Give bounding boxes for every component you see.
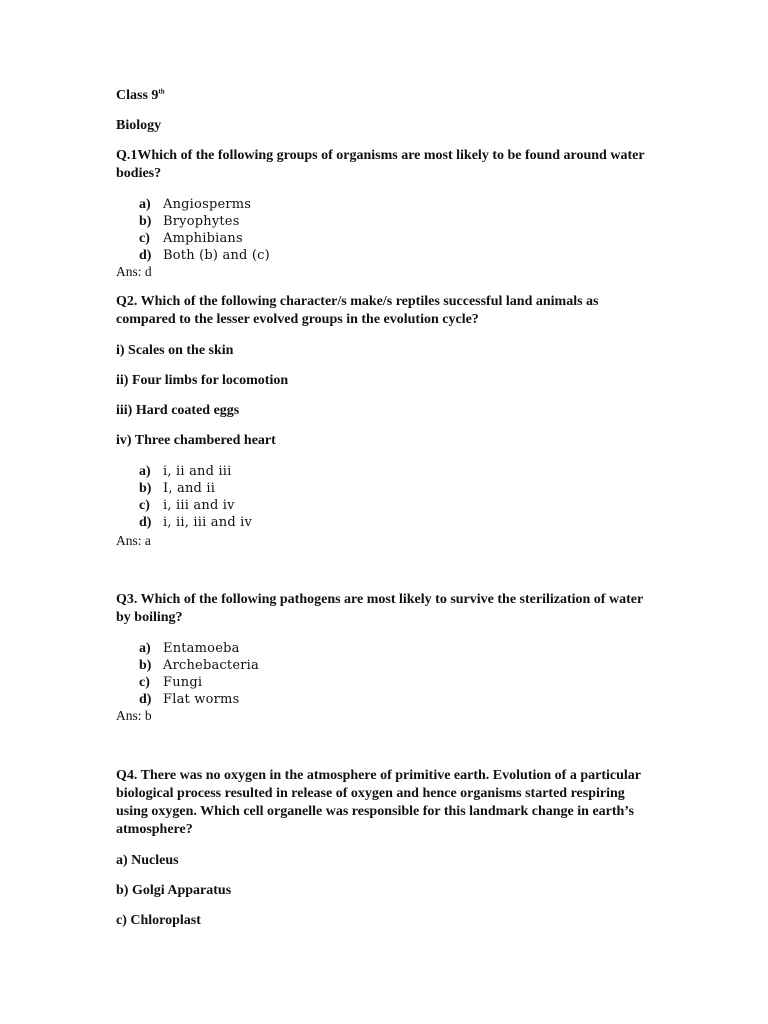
q2-item-2: ii) Four limbs for locomotion (116, 373, 289, 388)
q4-text-line-3: using oxygen. Which cell organelle was responsible for this landmark change in earth’s (116, 804, 634, 819)
option-text: Angiosperms (163, 197, 252, 212)
option-letter: b) (139, 481, 152, 496)
option-text: Archebacteria (163, 658, 259, 673)
option-text: I, and ii (163, 481, 216, 496)
option-text: i, ii, iii and iv (163, 515, 253, 530)
option-text: i, iii and iv (163, 498, 235, 513)
q2-text-line-2: compared to the lesser evolved groups in the evolution cycle? (116, 312, 479, 327)
q1-option-b (139, 213, 240, 230)
option-text: Amphibians (163, 231, 243, 246)
option-letter: d) (139, 515, 152, 530)
subject-heading: Biology (116, 118, 162, 133)
q2-option-d (139, 514, 252, 531)
q4-item-3: c) Chloroplast (116, 913, 201, 928)
option-letter: c) (139, 498, 150, 513)
q4-item-1: a) Nucleus (116, 853, 179, 868)
option-letter: c) (139, 231, 150, 246)
q4-text-line-4: atmosphere? (116, 822, 193, 837)
q3-text-line-1: Q3. Which of the following pathogens are most likely to survive the sterilization of water (116, 592, 644, 607)
q2-item-3: iii) Hard coated eggs (116, 403, 240, 418)
q1-text-line-1: Q.1Which of the following groups of organisms are most likely to be found around water (116, 148, 645, 163)
q1-option-c (139, 230, 243, 247)
option-letter: c) (139, 675, 150, 690)
q2-option-a (139, 463, 232, 480)
q1-answer: Ans: d (116, 264, 152, 279)
q1-option-d (139, 247, 270, 264)
q3-option-b (139, 657, 259, 674)
option-letter: d) (139, 692, 152, 707)
option-letter: a) (139, 464, 151, 479)
option-text: Both (b) and (c) (163, 248, 270, 263)
q4-text-line-1: Q4. There was no oxygen in the atmosphere of primitive earth. Evolution of a particular (116, 768, 641, 783)
option-letter: a) (139, 197, 151, 212)
class-heading (116, 87, 165, 105)
q4-text-line-2: biological process resulted in release of oxygen and hence organisms started respiring (116, 786, 625, 801)
option-letter: d) (139, 248, 152, 263)
q3-option-a (139, 640, 240, 657)
q4-item-2: b) Golgi Apparatus (116, 883, 232, 898)
option-text: Fungi (163, 675, 203, 690)
option-text: Flat worms (163, 692, 240, 707)
option-text: Entamoeba (163, 641, 240, 656)
option-letter: b) (139, 214, 152, 229)
q2-answer: Ans: a (116, 533, 151, 548)
option-text: Bryophytes (163, 214, 240, 229)
q3-option-d (139, 691, 239, 708)
option-text: i, ii and iii (163, 464, 232, 479)
q2-item-4: iv) Three chambered heart (116, 433, 276, 448)
q2-option-c (139, 497, 235, 514)
q2-item-1: i) Scales on the skin (116, 343, 234, 358)
option-letter: a) (139, 641, 151, 656)
q3-answer: Ans: b (116, 708, 152, 723)
class-label: Class 9 (116, 88, 159, 103)
q1-text-line-2: bodies? (116, 166, 162, 181)
q2-option-b (139, 480, 215, 497)
q3-text-line-2: by boiling? (116, 610, 183, 625)
class-superscript: th (158, 87, 165, 96)
q1-option-a (139, 196, 251, 213)
option-letter: b) (139, 658, 152, 673)
q2-text-line-1: Q2. Which of the following character/s make/s reptiles successful land animals as (116, 294, 599, 309)
q3-option-c (139, 674, 202, 691)
